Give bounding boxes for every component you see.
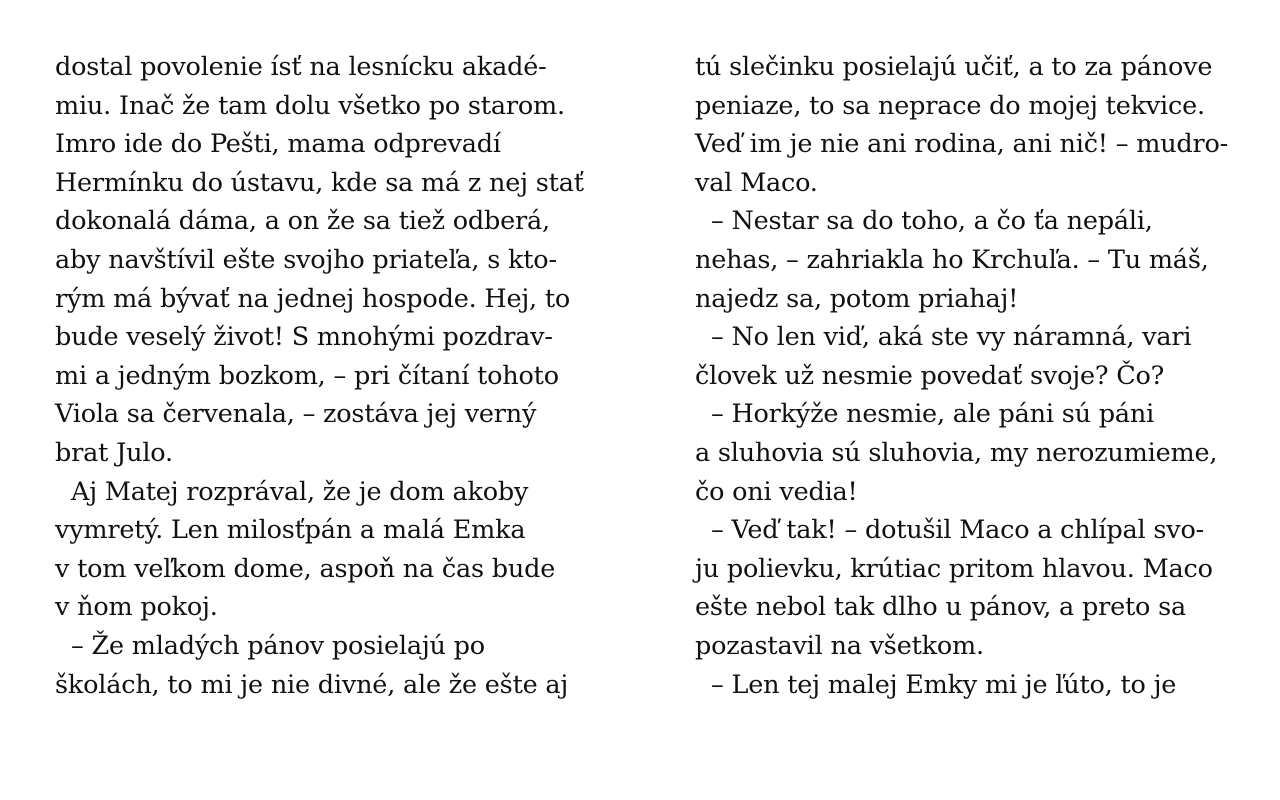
paragraph-start-line: – Veď tak! – dotušil Maco a chlípal svo- [711, 515, 1205, 546]
text-line: val Maco. [695, 167, 818, 198]
text-line: bude veselý život! S mnohými pozdrav- [55, 322, 553, 353]
text-line: tú slečinku posielajú učiť, a to za pánove [695, 52, 1213, 82]
paragraph-start-line: – Nestar sa do toho, a čo ťa nepáli, [711, 206, 1153, 237]
paragraph-start-line: Aj Matej rozprával, že je dom akoby [71, 476, 529, 507]
paragraph-start-line: – No len viď, aká ste vy náramná, vari [711, 322, 1192, 353]
text-line: v ňom pokoj. [55, 592, 218, 623]
left-text-column [55, 48, 615, 704]
text-line: človek už nesmie povedať svoje? Čo? [695, 360, 1165, 391]
text-line: najedz sa, potom priahaj! [695, 283, 1019, 314]
text-line: Veď im je nie ani rodina, ani nič! – mudro- [695, 129, 1229, 160]
text-line: rým má bývať na jednej hospode. Hej, to [55, 283, 571, 314]
text-line: Viola sa červenala, – zostáva jej verný [55, 399, 537, 430]
text-line: dokonalá dáma, a on že sa tiež odberá, [55, 206, 550, 237]
text-line: miu. Inač že tam dolu všetko po starom. [55, 90, 565, 121]
text-line: ju polievku, krútiac pritom hlavou. Maco [695, 553, 1213, 584]
text-line: brat Julo. [55, 437, 173, 468]
text-line: vymretý. Len milosťpán a malá Emka [55, 515, 526, 546]
text-line: a sluhovia sú sluhovia, my nerozumieme, [695, 437, 1218, 468]
paragraph-start-line: – Horkýže nesmie, ale páni sú páni [711, 399, 1155, 430]
text-line: aby navštívil ešte svojho priateľa, s kto- [55, 244, 557, 275]
text-line: dostal povolenie ísť na lesnícku akadé- [55, 52, 547, 82]
text-line: mi a jedným bozkom, – pri čítaní tohoto [55, 360, 559, 391]
text-line: čo oni vedia! [695, 476, 858, 507]
right-text-column [695, 48, 1255, 704]
paragraph-start-line: – Len tej malej Emky mi je ľúto, to je [711, 669, 1177, 700]
text-line: Imro ide do Pešti, mama odprevadí [55, 129, 501, 160]
text-line: Hermínku do ústavu, kde sa má z nej stať [55, 167, 584, 198]
text-line: nehas, – zahriakla ho Krchuľa. – Tu máš, [695, 244, 1209, 275]
text-line: pozastavil na všetkom. [695, 630, 984, 661]
text-line: peniaze, to sa neprace do mojej tekvice. [695, 90, 1205, 121]
text-line: v tom veľkom dome, aspoň na čas bude [55, 553, 556, 584]
text-line: školách, to mi je nie divné, ale že ešte aj [55, 669, 569, 700]
text-line: ešte nebol tak dlho u pánov, a preto sa [695, 592, 1186, 623]
paragraph-start-line: – Že mladých pánov posielajú po [71, 630, 485, 661]
